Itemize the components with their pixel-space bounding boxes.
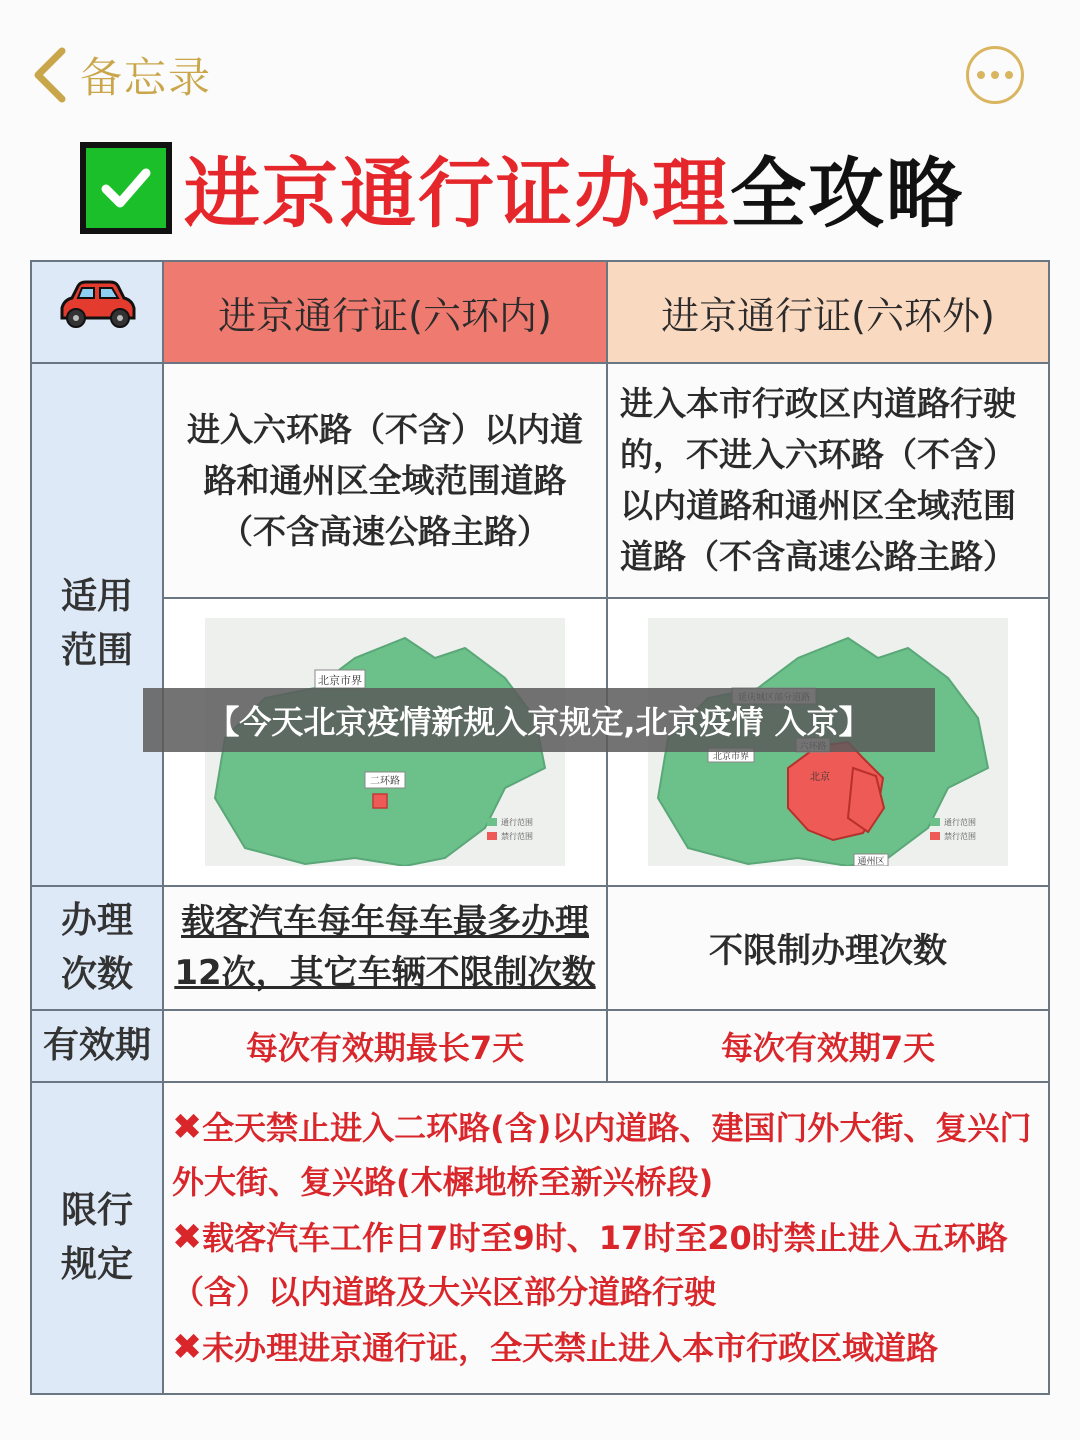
- header-row: [31, 261, 1049, 363]
- validity-inner: 每次有效期最长7天: [163, 1010, 607, 1082]
- rules-row: [31, 1082, 1049, 1395]
- car-icon: [54, 278, 140, 330]
- back-button[interactable]: [28, 40, 212, 110]
- map-outer-legend-1: 通行范围: [944, 817, 976, 827]
- count-label: 办理 次数: [31, 886, 163, 1010]
- top-nav: [0, 0, 1080, 130]
- map-inner-legend-2: 禁行范围: [501, 831, 533, 841]
- car-cell: [31, 261, 163, 363]
- list-item: ✖未办理进京通行证，全天禁止进入本市行政区域道路: [172, 1326, 939, 1368]
- title-rest: 全攻略: [730, 149, 964, 238]
- back-label: 备忘录: [80, 53, 213, 102]
- chevron-left-icon: [28, 43, 72, 107]
- page-title: [80, 140, 1020, 238]
- map-outer-city-label: 北京: [810, 771, 830, 783]
- rules-list: [163, 1082, 1049, 1395]
- scope-label: 适用 范围: [31, 363, 163, 886]
- map-inner-legend-1: 通行范围: [501, 817, 533, 827]
- map-outer-boundary-label: 北京市界: [712, 751, 750, 762]
- list-item: ✖全天禁止进入二环路(含)以内道路、建国门外大街、复兴门外大街、复兴路(木樨地桥至新兴桥段): [172, 1106, 1032, 1201]
- map-outer-district-label: 通州区: [857, 856, 885, 866]
- map-inner-ring-label: 二环路: [370, 775, 400, 787]
- list-item: ✖载客汽车工作日7时至9时、17时至20时禁止进入五环路（含）以内道路及大兴区部分道路行驶: [172, 1216, 1008, 1312]
- cross-icon: ✖: [172, 1216, 203, 1258]
- scope-inner-text: 进入六环路（不含）以内道路和通州区全域范围道路（不含高速公路主路）: [163, 363, 607, 598]
- scope-outer-text: 进入本市行政区内道路行驶的，不进入六环路（不含）以内道路和通州区全域范围道路（不含高速公路主路）: [607, 363, 1049, 598]
- validity-outer: 每次有效期7天: [607, 1010, 1049, 1082]
- header-inner-ring: 进京通行证(六环内): [163, 261, 607, 363]
- checkmark-icon: [80, 142, 172, 234]
- overlay-text: 【今天北京疫情新规入京规定,北京疫情 入京】: [207, 703, 871, 741]
- validity-label: 有效期: [31, 1010, 163, 1082]
- more-button[interactable]: [966, 46, 1024, 104]
- cross-icon: ✖: [172, 1326, 203, 1368]
- rules-label: 限行 规定: [31, 1082, 163, 1395]
- count-row: [31, 886, 1049, 1010]
- cross-icon: ✖: [172, 1106, 203, 1148]
- permit-table: [30, 260, 1050, 1395]
- count-inner: 载客汽车每年每车最多办理 12次，其它车辆不限制次数: [163, 886, 607, 1010]
- header-outer-ring: 进京通行证(六环外): [607, 261, 1049, 363]
- validity-row: [31, 1010, 1049, 1082]
- scope-text-row: [31, 363, 1049, 598]
- title-highlight: 进京通行证办理: [184, 149, 730, 238]
- map-outer-legend-2: 禁行范围: [944, 831, 976, 841]
- count-outer: 不限制办理次数: [607, 886, 1049, 1010]
- overlay-caption: [143, 688, 935, 752]
- map-inner-boundary-label: 北京市界: [318, 673, 362, 687]
- more-icon: [977, 71, 985, 79]
